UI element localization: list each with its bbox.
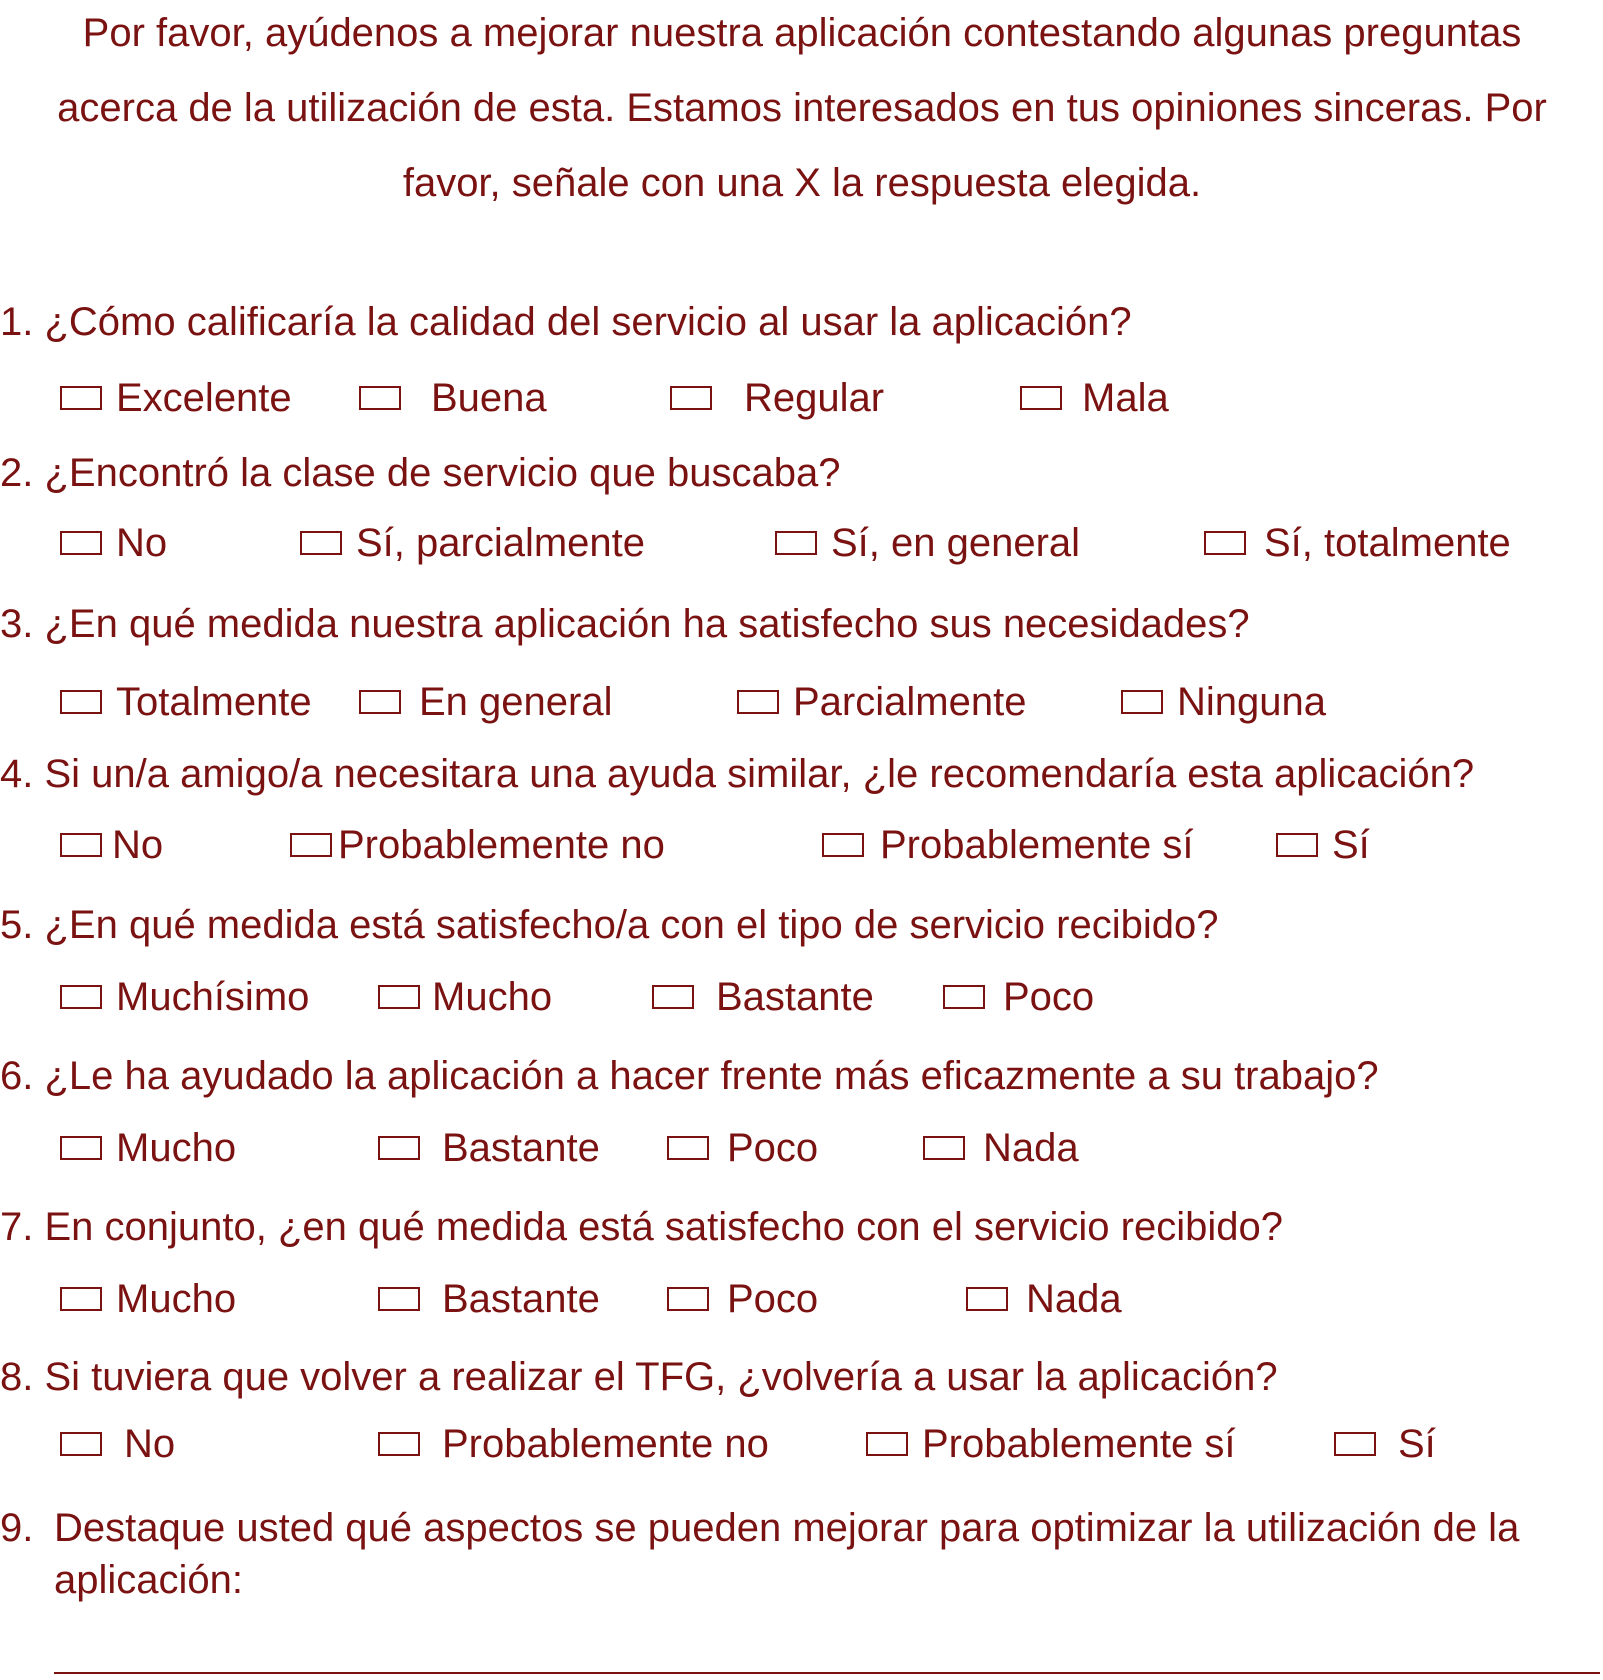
option-q2-en-general[interactable]: [775, 519, 1080, 567]
option-q1-excelente[interactable]: [60, 374, 292, 422]
question-7: 7. En conjunto, ¿en qué medida está satisfecho con el servicio recibido?: [0, 1205, 1283, 1249]
option-label: Nada: [1026, 1276, 1122, 1321]
option-q8-probablemente-no[interactable]: [378, 1420, 769, 1468]
checkbox[interactable]: [737, 690, 779, 714]
question-5: 5. ¿En qué medida está satisfecho/a con el tipo de servicio recibido?: [0, 903, 1219, 947]
option-q6-poco[interactable]: [667, 1124, 818, 1172]
checkbox[interactable]: [60, 833, 102, 857]
option-label: Mucho: [116, 1125, 237, 1170]
option-q4-probablemente-no[interactable]: [290, 821, 665, 869]
option-q7-mucho[interactable]: [60, 1275, 236, 1323]
option-label: Mala: [1082, 375, 1169, 420]
checkbox[interactable]: [378, 1136, 420, 1160]
option-q7-poco[interactable]: [667, 1275, 818, 1323]
option-label: Nada: [983, 1125, 1079, 1170]
checkbox[interactable]: [866, 1432, 908, 1456]
option-label: Poco: [1003, 974, 1095, 1019]
option-label: Probablemente no: [442, 1421, 769, 1466]
option-label: Poco: [727, 1125, 819, 1170]
checkbox[interactable]: [822, 833, 864, 857]
checkbox[interactable]: [60, 531, 102, 555]
checkbox[interactable]: [966, 1287, 1008, 1311]
option-label: No: [112, 822, 164, 867]
option-q8-si[interactable]: [1334, 1420, 1436, 1468]
option-q1-mala[interactable]: [1020, 374, 1169, 422]
option-q6-nada[interactable]: [923, 1124, 1079, 1172]
option-label: Sí, parcialmente: [356, 520, 646, 565]
option-label: Probablemente no: [338, 822, 665, 867]
checkbox[interactable]: [667, 1136, 709, 1160]
option-label: En general: [419, 679, 613, 724]
option-q4-si[interactable]: [1276, 821, 1370, 869]
checkbox[interactable]: [667, 1287, 709, 1311]
checkbox[interactable]: [378, 985, 420, 1009]
option-label: Ninguna: [1177, 679, 1327, 724]
option-label: Bastante: [442, 1125, 600, 1170]
option-q2-parcialmente[interactable]: [300, 519, 645, 567]
checkbox[interactable]: [1334, 1432, 1376, 1456]
checkbox[interactable]: [290, 833, 332, 857]
option-label: Mucho: [432, 974, 553, 1019]
option-label: Poco: [727, 1276, 819, 1321]
question-9: [0, 1502, 1584, 1606]
option-q2-totalmente[interactable]: [1204, 519, 1511, 567]
checkbox[interactable]: [60, 985, 102, 1009]
option-q4-probablemente-si[interactable]: [822, 821, 1194, 869]
option-label: Sí: [1398, 1421, 1436, 1466]
option-label: Excelente: [116, 375, 292, 420]
option-q4-no[interactable]: [60, 821, 163, 869]
checkbox[interactable]: [1204, 531, 1246, 555]
checkbox[interactable]: [378, 1287, 420, 1311]
checkbox[interactable]: [923, 1136, 965, 1160]
option-q5-mucho[interactable]: [378, 973, 552, 1021]
checkbox[interactable]: [378, 1432, 420, 1456]
option-q5-bastante[interactable]: [652, 973, 874, 1021]
checkbox[interactable]: [300, 531, 342, 555]
option-q6-bastante[interactable]: [378, 1124, 600, 1172]
option-label: Sí: [1332, 822, 1370, 867]
question-9-text: Destaque usted qué aspectos se pueden mejorar para optimizar la utilización de la aplicación:: [54, 1506, 1520, 1602]
option-q8-probablemente-si[interactable]: [866, 1420, 1236, 1468]
option-label: Mucho: [116, 1276, 237, 1321]
option-q3-parcialmente[interactable]: [737, 678, 1026, 726]
checkbox[interactable]: [670, 386, 712, 410]
option-label: Probablemente sí: [880, 822, 1194, 867]
option-q8-no[interactable]: [60, 1420, 175, 1468]
option-label: Sí, totalmente: [1264, 520, 1511, 565]
question-4: 4. Si un/a amigo/a necesitara una ayuda similar, ¿le recomendaría esta aplicación?: [0, 752, 1475, 796]
checkbox[interactable]: [60, 1432, 102, 1456]
checkbox[interactable]: [60, 1136, 102, 1160]
option-label: Probablemente sí: [922, 1421, 1236, 1466]
option-q7-nada[interactable]: [966, 1275, 1122, 1323]
question-1: 1. ¿Cómo calificaría la calidad del servicio al usar la aplicación?: [0, 300, 1132, 344]
option-label: Totalmente: [116, 679, 312, 724]
option-label: Muchísimo: [116, 974, 310, 1019]
option-label: Parcialmente: [793, 679, 1027, 724]
question-9-number: 9.: [0, 1506, 34, 1550]
question-2: 2. ¿Encontró la clase de servicio que buscaba?: [0, 451, 841, 495]
checkbox[interactable]: [943, 985, 985, 1009]
answer-line[interactable]: [54, 1672, 1600, 1674]
checkbox[interactable]: [1121, 690, 1163, 714]
question-8: 8. Si tuviera que volver a realizar el TFG, ¿volvería a usar la aplicación?: [0, 1355, 1278, 1399]
option-label: Buena: [431, 375, 547, 420]
checkbox[interactable]: [60, 1287, 102, 1311]
option-q2-no[interactable]: [60, 519, 167, 567]
survey-intro: Por favor, ayúdenos a mejorar nuestra aplicación contestando algunas preguntas acerca de la utilización de esta. Estamos interesados en tus opiniones sinceras. Por favor, señale con una X la respuesta elegida.: [57, 11, 1547, 205]
option-label: Bastante: [716, 974, 874, 1019]
option-label: Regular: [744, 375, 885, 420]
option-q5-muchisimo[interactable]: [60, 973, 309, 1021]
option-q3-ninguna[interactable]: [1121, 678, 1326, 726]
option-q1-regular[interactable]: [670, 374, 884, 422]
option-q1-buena[interactable]: [359, 374, 547, 422]
checkbox[interactable]: [359, 386, 401, 410]
option-q3-en-general[interactable]: [359, 678, 612, 726]
option-q6-mucho[interactable]: [60, 1124, 236, 1172]
option-q3-totalmente[interactable]: [60, 678, 312, 726]
question-6: 6. ¿Le ha ayudado la aplicación a hacer frente más eficazmente a su trabajo?: [0, 1054, 1379, 1098]
option-label: Sí, en general: [831, 520, 1081, 565]
checkbox[interactable]: [60, 690, 102, 714]
checkbox[interactable]: [1020, 386, 1062, 410]
checkbox[interactable]: [359, 690, 401, 714]
checkbox[interactable]: [60, 386, 102, 410]
option-label: Bastante: [442, 1276, 600, 1321]
option-q7-bastante[interactable]: [378, 1275, 600, 1323]
checkbox[interactable]: [775, 531, 817, 555]
checkbox[interactable]: [1276, 833, 1318, 857]
option-label: No: [116, 520, 168, 565]
question-3: 3. ¿En qué medida nuestra aplicación ha satisfecho sus necesidades?: [0, 602, 1250, 646]
checkbox[interactable]: [652, 985, 694, 1009]
option-label: No: [124, 1421, 176, 1466]
option-q5-poco[interactable]: [943, 973, 1094, 1021]
